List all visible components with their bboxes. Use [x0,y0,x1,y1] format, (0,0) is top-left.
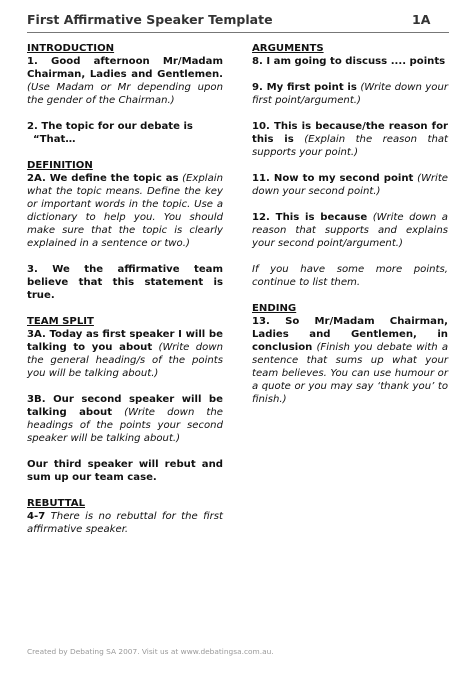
ending-item-13-note: (Finish you debate with a sentence that sums up what your team believes. You can use humour or a quote or you may say ‘thank you’ to finish.) [252,342,448,405]
definition-item-3: 3. We the affirmative team believe that this statement is true. [27,264,223,301]
intro-item-1-note: (Use Madam or Mr depending upon the gender of the Chairman.) [27,82,223,106]
page-id-label: 1A [412,12,431,27]
section-heading-rebuttal: REBUTTAL [27,498,86,509]
arguments-item-10-text: 10. This is because/the reason for this is [252,121,448,145]
arguments-item-9 [252,81,448,107]
intro-item-2 [27,120,223,146]
arguments-item-11 [252,172,448,198]
intro-item-2-text: 2. The topic for our debate is [27,121,193,132]
team-split-item-3a [27,328,223,380]
section-heading-team-split: TEAM SPLIT [27,316,94,327]
intro-item-1 [27,55,223,107]
arguments-item-12-text: 12. This is because [252,212,368,223]
arguments-more-points-note: If you have some more points, continue to list them. [252,264,448,288]
arguments-item-9-text: 9. My first point is [252,82,357,93]
ending-item-13 [252,315,448,406]
intro-item-1-text: 1. Good afternoon Mr/Madam Chairman, Ladies and Gentlemen. [27,56,223,80]
page-title: First Affirmative Speaker Template [27,12,273,27]
definition-item-2a-note: (Explain what the topic means. Define the key or important words in the topic. Use a dictionary to help you. You should make sure that the topic is clearly explained in a sentence or two.) [27,173,223,249]
title-divider [27,32,449,33]
rebuttal-item-4-7-text: 4-7 [27,511,46,522]
arguments-item-11-note: (Write down your second point.) [252,173,448,197]
section-heading-introduction: INTRODUCTION [27,43,115,54]
team-split-item-3a-text: 3A. Today as first speaker I will be talking to you about [27,329,223,353]
left-column [27,42,223,536]
arguments-item-12 [252,211,448,250]
arguments-item-10 [252,120,448,159]
rebuttal-item-4-7-note: There is no rebuttal for the first affirmative speaker. [27,511,223,535]
section-heading-arguments: ARGUMENTS [252,43,324,54]
footer-credit: Created by Debating SA 2007. Visit us at www.debatingsa.com.au. [27,647,274,656]
arguments-item-11-text: 11. Now to my second point [252,173,414,184]
team-split-item-3a-note: (Write down the general heading/s of the points you will be talking about.) [27,342,223,379]
section-heading-ending: ENDING [252,303,297,314]
ending-item-13-text: 13. So Mr/Madam Chairman, Ladies and Gentlemen, in conclusion [252,316,448,353]
definition-item-2a [27,172,223,250]
arguments-item-10-note: (Explain the reason that supports your point.) [252,134,448,158]
intro-item-2-quote: “That… [33,134,76,145]
arguments-item-12-note: (Write down a reason that supports and explains your second point/argument.) [252,212,448,249]
definition-item-2a-text: 2A. We define the topic as [27,173,179,184]
team-split-item-3b-text: 3B. Our second speaker will be talking about [27,394,223,418]
right-column [252,42,448,406]
team-split-third-speaker: Our third speaker will rebut and sum up our team case. [27,459,223,483]
rebuttal-item-4-7 [27,510,223,536]
section-heading-definition: DEFINITION [27,160,93,171]
arguments-item-8: 8. I am going to discuss .... points [252,56,446,67]
team-split-item-3b-note: (Write down the headings of the points your second speaker will be talking about.) [27,407,223,444]
team-split-item-3b [27,393,223,445]
arguments-item-9-note: (Write down your first point/argument.) [252,82,448,106]
